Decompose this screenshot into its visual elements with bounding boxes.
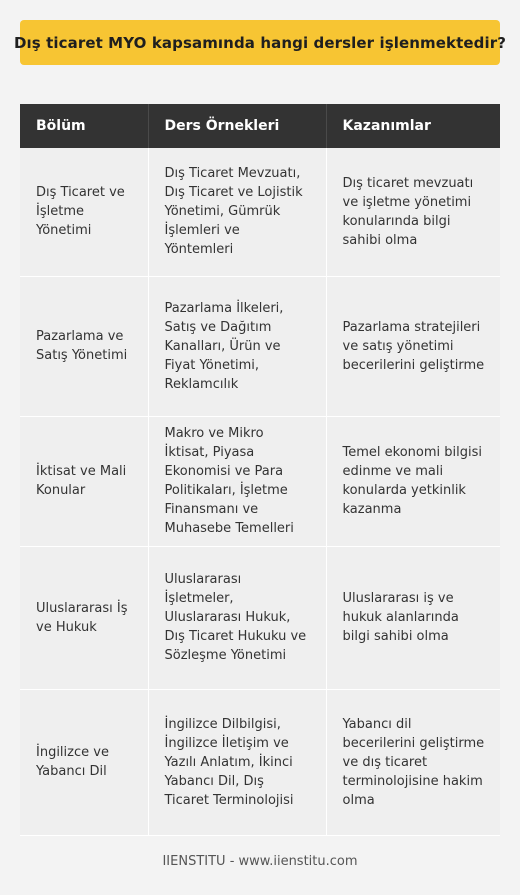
header-courses: Ders Örnekleri: [148, 104, 326, 148]
table-row: [20, 148, 500, 276]
cell-courses: Makro ve Mikro İktisat, Piyasa Ekonomisi ve Para Politikaları, İşletme Finansmanı ve Muhasebe Temelleri: [148, 416, 326, 546]
cell-section: Dış Ticaret ve İşletme Yönetimi: [20, 148, 148, 276]
cell-section: İngilizce ve Yabancı Dil: [20, 689, 148, 835]
table-row: [20, 546, 500, 689]
footer-credit: IIENSTITU - www.iienstitu.com: [162, 854, 358, 869]
cell-outcomes: Uluslararası iş ve hukuk alanlarında bilgi sahibi olma: [326, 546, 500, 689]
header-outcomes: Kazanımlar: [326, 104, 500, 148]
courses-table: [20, 104, 500, 836]
cell-outcomes: Yabancı dil becerilerini geliştirme ve dış ticaret terminolojisine hakim olma: [326, 689, 500, 835]
table-header-row: [20, 104, 500, 148]
cell-courses: Pazarlama İlkeleri, Satış ve Dağıtım Kanalları, Ürün ve Fiyat Yönetimi, Reklamcılık: [148, 276, 326, 416]
header-section: Bölüm: [20, 104, 148, 148]
cell-section: İktisat ve Mali Konular: [20, 416, 148, 546]
cell-outcomes: Temel ekonomi bilgisi edinme ve mali konularda yetkinlik kazanma: [326, 416, 500, 546]
cell-courses: İngilizce Dilbilgisi, İngilizce İletişim ve Yazılı Anlatım, İkinci Yabancı Dil, Dış Ticaret Terminolojisi: [148, 689, 326, 835]
title-banner: [13, 20, 507, 65]
table-row: [20, 689, 500, 835]
cell-section: Pazarlama ve Satış Yönetimi: [20, 276, 148, 416]
page-title: Dış ticaret MYO kapsamında hangi dersler işlenmektedir?: [13, 33, 507, 52]
table-row: [20, 276, 500, 416]
cell-outcomes: Dış ticaret mevzuatı ve işletme yönetimi konularında bilgi sahibi olma: [326, 148, 500, 276]
cell-outcomes: Pazarlama stratejileri ve satış yönetimi becerilerini geliştirme: [326, 276, 500, 416]
cell-courses: Dış Ticaret Mevzuatı, Dış Ticaret ve Lojistik Yönetimi, Gümrük İşlemleri ve Yöntemleri: [148, 148, 326, 276]
cell-courses: Uluslararası İşletmeler, Uluslararası Hukuk, Dış Ticaret Hukuku ve Sözleşme Yönetimi: [148, 546, 326, 689]
cell-section: Uluslararası İş ve Hukuk: [20, 546, 148, 689]
table-row: [20, 416, 500, 546]
